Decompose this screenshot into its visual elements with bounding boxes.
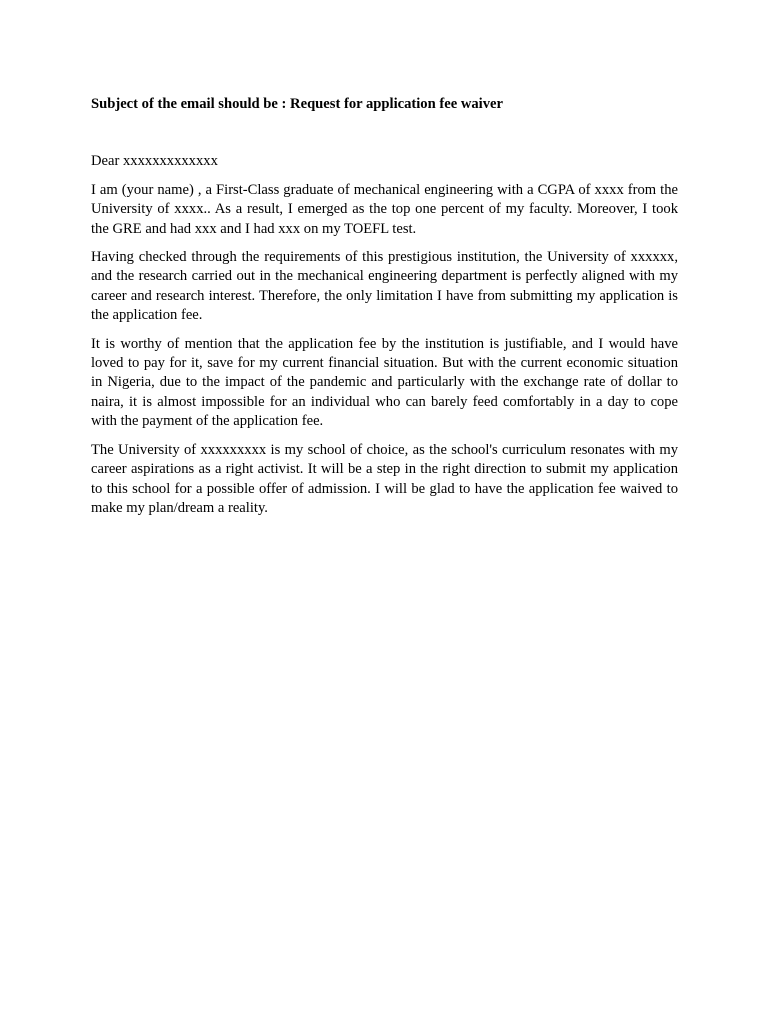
paragraph-intro: I am (your name) , a First-Class graduate of mechanical engineering with a CGPA of xxxx from the University of xxxx.. As a result, I emerged as the top one percent of my faculty. Moreover, I took the GRE and had xxx and I had xxx on my TOEFL test. — [91, 181, 678, 237]
paragraph-financial-situation: It is worthy of mention that the application fee by the institution is justifiable, and I would have loved to pay for it, save for my current financial situation. But with the current economic situation in Nigeria, due to the impact of the pandemic and particularly with the exchange rate of dollar to naira, it is almost impossible for an individual who can barely feed comfortably in a day to cope with the payment of the application fee. — [91, 335, 678, 430]
salutation: Dear xxxxxxxxxxxxx — [91, 153, 218, 170]
paragraph-school-choice: The University of xxxxxxxxx is my school of choice, as the school's curriculum resonates with my career aspirations as a right activist. It will be a step in the right direction to submit my application to this school for a possible offer of admission. I will be glad to have the application fee waived to make my plan/dream a reality. — [91, 441, 678, 516]
document-body — [91, 95, 678, 527]
email-subject-line: Subject of the email should be : Request for application fee waiver — [91, 96, 503, 112]
paragraph-institution: Having checked through the requirements of this prestigious institution, the University of xxxxxx, and the research carried out in the mechanical engineering department is perfectly aligned with my career and research interest. Therefore, the only limitation I have from submitting my application is the application fee. — [91, 249, 678, 324]
